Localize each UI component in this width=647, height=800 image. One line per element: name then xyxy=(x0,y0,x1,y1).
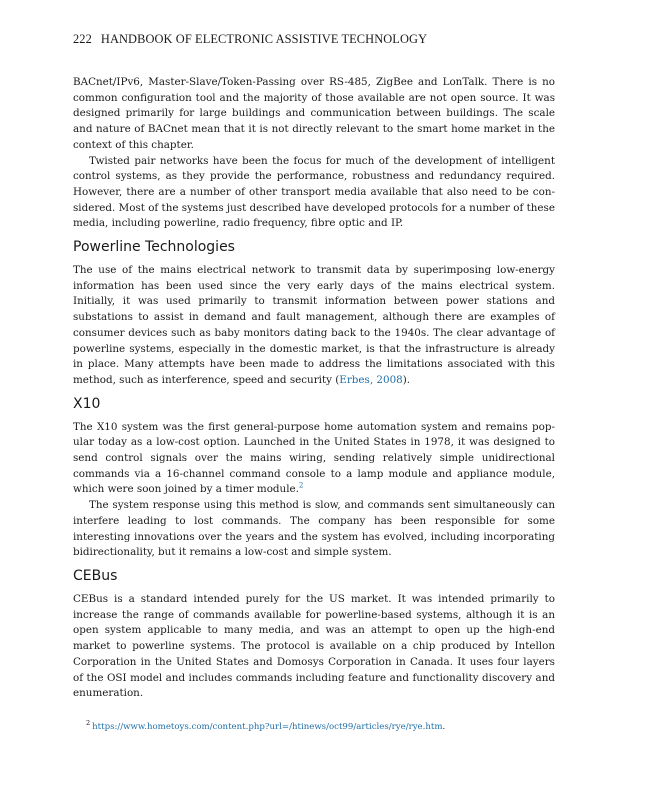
paragraph-powerline xyxy=(73,263,555,389)
paragraph-bacnet-continuation: BACnet/IPv6, Master-Slave/Token-Passing over RS-485, ZigBee and LonTalk. There is no common configuration tool and the majority of those available are not open source. It was designed primarily for large buildings and communication between buildings. The scale and nature of BACnet mean that it is not directly relevant to the smart home market in the context of this chapter. xyxy=(73,76,555,151)
powerline-text-end: ). xyxy=(402,373,411,386)
footnote xyxy=(86,721,556,733)
footnote-mark: 2 xyxy=(86,719,91,728)
paragraph-x10-response: The system response using this method is slow, and commands sent simultaneously can interfere leading to lost commands. The company has been responsible for some interesting innovations over the years and the system has evolved, including incorporating bidirectionality, but it remains a low-cost and simple system. xyxy=(73,499,555,559)
section-heading-powerline: Powerline Technologies xyxy=(73,239,235,256)
section-heading-x10: X10 xyxy=(73,395,101,412)
paragraph-x10-intro xyxy=(73,420,555,499)
page-number: 222 xyxy=(73,32,92,46)
citation-link-erbes[interactable]: Erbes, 2008 xyxy=(339,373,403,386)
x10-text: The X10 system was the first general-purpose home automation system and remains popular today as a low-cost option. Launched in the United States in 1978, it was designed to send control signals over the mains wiring, sending relatively simple unidirectional commands via a 16-channel command console to a lamp module and appliance module, which were soon joined by a timer module. xyxy=(73,420,555,496)
paragraph-cebus: CEBus is a standard intended purely for the US market. It was intended primarily to increase the range of commands available for powerline-based systems, although it is an open system applicable to many media, and was an attempt to open up the high-end market to powerline systems. The protocol is available on a chip produced by Intellon Corporation in the United States and Domosys Corporation in Canada. It uses four layers of the OSI model and includes commands including feature and functionality discovery and enumeration. xyxy=(73,592,555,700)
running-header xyxy=(73,32,427,47)
footnote-reference[interactable]: 2 xyxy=(298,482,304,491)
footnote-end: . xyxy=(442,722,446,732)
paragraph-transport-media: Twisted pair networks have been the focus for much of the development of intelligent control systems, as they provide the performance, robustness and redundancy required. However, there are a number of other transport media available that also need to be considered. Most of the systems just described have developed protocols for a number of these media, including powerline, radio frequency, fibre optic and IP. xyxy=(73,154,555,230)
powerline-text: The use of the mains electrical network to transmit data by superimposing low-energy information has been used since the very early days of the mains electrical system. Initially, it was used primarily to transmit information between power stations and substations to assist in demand and fault management, although there are examples of consumer devices such as baby monitors dating back to the 1940s. The clear advantage of powerline systems, especially in the domestic market, is that the infrastructure is already in place. Many attempts have been made to address the limitations associated with this method, such as interference, speed and security ( xyxy=(73,264,555,386)
section-heading-cebus: CEBus xyxy=(73,567,118,584)
book-title: HANDBOOK OF ELECTRONIC ASSISTIVE TECHNOLOGY xyxy=(100,32,428,46)
footnote-url-link[interactable]: https://www.hometoys.com/content.php?url=/htinews/oct99/articles/rye/rye.htm xyxy=(92,722,443,732)
body-text xyxy=(73,75,555,702)
